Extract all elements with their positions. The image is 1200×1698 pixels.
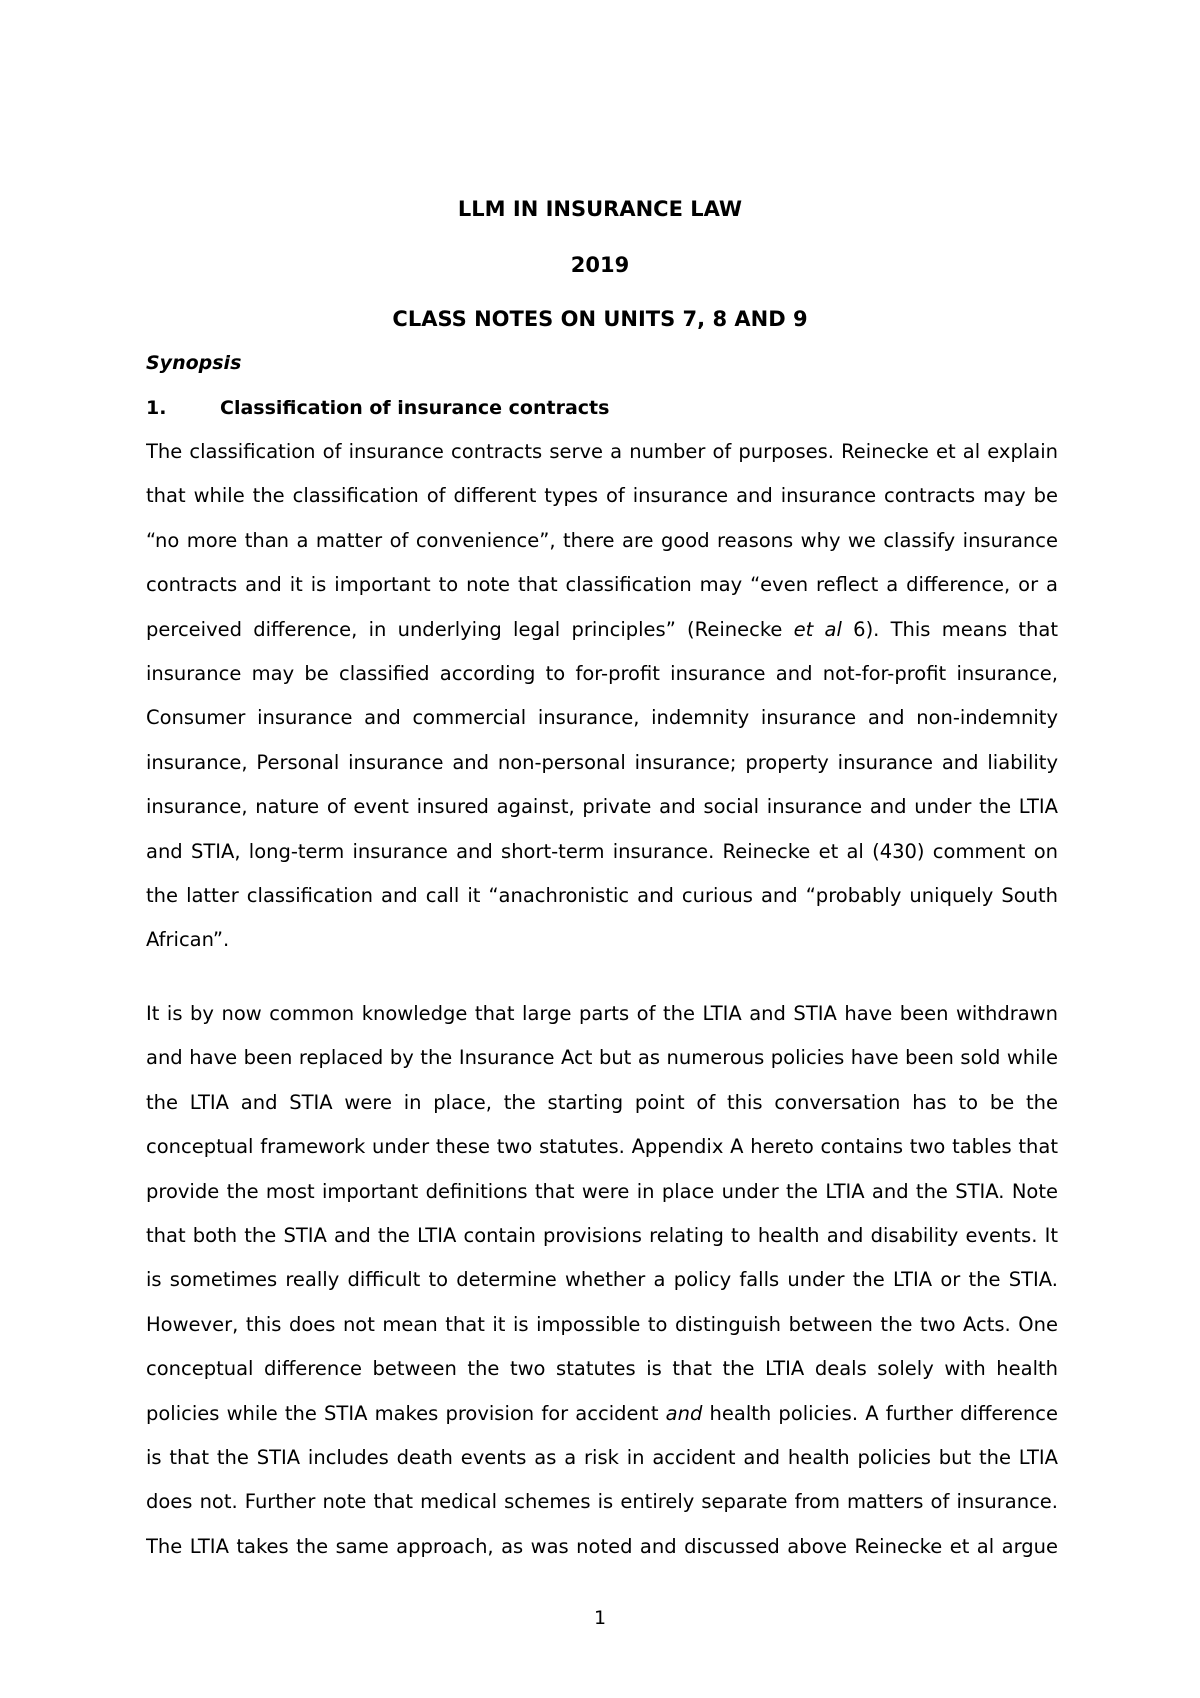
- paragraph-line: insurance, Personal insurance and non-personal insurance; property insurance and liability: [146, 750, 1058, 774]
- paragraph-line: The classification of insurance contracts serve a number of purposes. Reinecke et al explain: [146, 440, 1058, 463]
- paragraph-line: policies while the STIA makes provision for accident and health policies. A further difference: [146, 1401, 1058, 1425]
- paragraph-line: provide the most important definitions that were in place under the LTIA and the STIA. Note: [146, 1179, 1058, 1203]
- paragraph-line: African”.: [146, 928, 230, 952]
- paragraph-line: is sometimes really difficult to determine whether a policy falls under the LTIA or the STIA.: [146, 1268, 1058, 1292]
- section-heading: [146, 396, 609, 420]
- paragraph-line: insurance may be classified according to for-profit insurance and not-for-profit insurance,: [146, 662, 1058, 686]
- paragraph-line: Consumer insurance and commercial insurance, indemnity insurance and non-indemnity: [146, 706, 1058, 730]
- paragraph-line: The LTIA takes the same approach, as was noted and discussed above Reinecke et al argue: [146, 1534, 1058, 1558]
- paragraph-ltia-stia: [146, 992, 1058, 1569]
- paragraph-line: It is by now common knowledge that large parts of the LTIA and STIA have been withdrawn: [146, 1002, 1058, 1025]
- paragraph-line: that both the STIA and the LTIA contain provisions relating to health and disability events. It: [146, 1224, 1058, 1248]
- paragraph-line: the latter classification and call it “anachronistic and curious and “probably uniquely South: [146, 884, 1058, 908]
- paragraph-classification: [146, 430, 1058, 963]
- paragraph-line: does not. Further note that medical schemes is entirely separate from matters of insurance.: [146, 1490, 1058, 1514]
- paragraph-line: However, this does not mean that it is impossible to distinguish between the two Acts. One: [146, 1312, 1058, 1336]
- section-title: Classification of insurance contracts: [220, 397, 610, 419]
- paragraph-line: and have been replaced by the Insurance Act but as numerous policies have been sold while: [146, 1046, 1058, 1070]
- paragraph-line: and STIA, long-term insurance and short-term insurance. Reinecke et al (430) comment on: [146, 839, 1058, 863]
- section-number: 1.: [146, 397, 167, 419]
- paragraph-line: contracts and it is important to note that classification may “even reflect a difference, or a: [146, 573, 1058, 597]
- paragraph-line: that while the classification of different types of insurance and insurance contracts may be: [146, 484, 1058, 508]
- paragraph-line: “no more than a matter of convenience”, there are good reasons why we classify insurance: [146, 528, 1058, 552]
- document-year: 2019: [570, 253, 630, 277]
- document-subtitle: CLASS NOTES ON UNITS 7, 8 AND 9: [392, 307, 808, 331]
- paragraph-line: perceived difference, in underlying legal principles” (Reinecke et al 6). This means that: [146, 617, 1058, 641]
- paragraph-line: is that the STIA includes death events as a risk in accident and health policies but the LTIA: [146, 1446, 1058, 1470]
- synopsis-label: Synopsis: [146, 352, 242, 374]
- emphasis: et al: [793, 617, 842, 641]
- paragraph-line: the LTIA and STIA were in place, the starting point of this conversation has to be the: [146, 1090, 1058, 1114]
- document-title: LLM IN INSURANCE LAW: [457, 197, 743, 221]
- emphasis: and: [658, 1401, 710, 1425]
- paragraph-line: insurance, nature of event insured against, private and social insurance and under the LTIA: [146, 795, 1058, 819]
- page-number: 1: [593, 1607, 607, 1629]
- paragraph-line: conceptual framework under these two statutes. Appendix A hereto contains two tables that: [146, 1135, 1058, 1159]
- paragraph-line: conceptual difference between the two statutes is that the LTIA deals solely with health: [146, 1357, 1058, 1381]
